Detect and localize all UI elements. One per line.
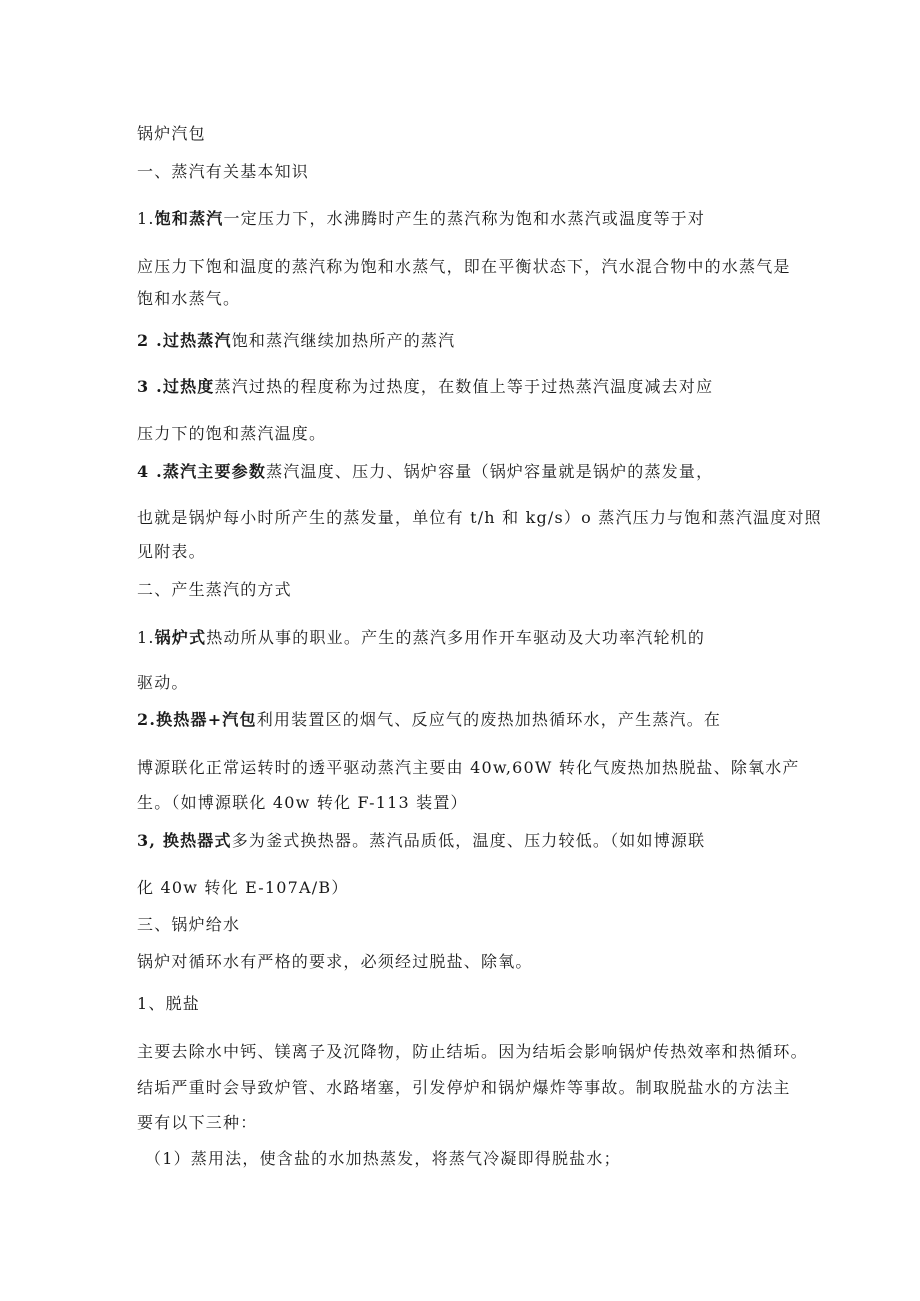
s1-para-1-line-2: 应压力下饱和温度的蒸汽称为饱和水蒸气，即在平衡状态下，汽水混合物中的水蒸气是 — [137, 257, 791, 276]
s3-para-line-3: 要有以下三种： — [137, 1113, 258, 1132]
s1-p2-number: 2 — [137, 331, 150, 350]
s2-p1-term: 锅炉式 — [154, 628, 207, 647]
s2-p2-text: 利用装置区的烟气、反应气的废热加热循环水，产生蒸汽。在 — [256, 710, 722, 729]
s1-para-4-line-3: 见附表。 — [137, 542, 206, 561]
s1-para-3-line-1 — [137, 377, 713, 397]
doc-title: 锅炉汽包 — [137, 124, 206, 143]
s1-p4-text: 蒸汽温度、压力、锅炉容量（锅炉容量就是锅炉的蒸发量， — [266, 462, 714, 481]
s1-p3-text: 蒸汽过热的程度称为过热度，在数值上等于过热蒸汽温度减去对应 — [214, 377, 714, 396]
s1-p2-term: .过热蒸汽 — [149, 331, 232, 350]
s2-p1-number: 1. — [137, 628, 155, 647]
s1-p4-term: .蒸汽主要参数 — [149, 462, 267, 481]
s2-para-2-line-1 — [137, 710, 721, 730]
s1-para-4-line-2: 也就是锅炉每小时所产生的蒸发量，单位有 t/h 和 kg/s）o 蒸汽压力与饱和蒸汽温度对照 — [137, 508, 822, 527]
s2-p3-text: 多为釜式换热器。蒸汽品质低，温度、压力较低。（如如博源联 — [231, 831, 706, 850]
s1-para-1-line-3: 饱和水蒸气。 — [137, 289, 241, 308]
s2-para-3-line-2: 化 40w 转化 E-107A/B） — [137, 878, 349, 897]
section-3-heading: 三、锅炉给水 — [137, 915, 241, 934]
s3-para-line-2: 结垢严重时会导致炉管、水路堵塞，引发停炉和锅炉爆炸等事故。制取脱盐水的方法主 — [137, 1078, 791, 1097]
section-2-heading: 二、产生蒸汽的方式 — [137, 580, 292, 599]
s1-p2-text: 饱和蒸汽继续加热所产的蒸汽 — [231, 331, 456, 350]
s2-para-1-line-2: 驱动。 — [137, 673, 189, 692]
s3-para-line-1: 主要去除水中钙、镁离子及沉降物，防止结垢。因为结垢会影响锅炉传热效率和热循环。 — [137, 1042, 808, 1061]
s3-subheading-1: 1、脱盐 — [137, 994, 200, 1013]
s1-p1-text: 一定压力下，水沸腾时产生的蒸汽称为饱和水蒸汽或温度等于对 — [223, 209, 706, 228]
s2-para-2-line-3: 生。（如博源联化 40w 转化 F-113 装置） — [137, 793, 468, 812]
s1-p1-term: 饱和蒸汽 — [154, 209, 224, 228]
s2-para-3-line-1 — [137, 831, 705, 851]
s2-para-1-line-1 — [137, 628, 705, 648]
s1-p4-number: 4 — [137, 462, 150, 481]
s2-para-2-line-2: 博源联化正常运转时的透平驱动蒸汽主要由 40w,60W 转化气废热加热脱盐、除氧水产 — [137, 758, 800, 777]
s1-p3-term: .过热度 — [149, 377, 215, 396]
s3-list-item-1: （1）蒸用法，使含盐的水加热蒸发，将蒸气冷凝即得脱盐水； — [145, 1149, 621, 1168]
s2-p2-term: 2.换热器+汽包 — [137, 710, 257, 729]
s1-para-3-line-2: 压力下的饱和蒸汽温度。 — [137, 424, 327, 443]
s3-intro: 锅炉对循环水有严格的要求，必须经过脱盐、除氧。 — [137, 952, 533, 971]
s1-para-2 — [137, 331, 455, 351]
s1-para-1-line-1 — [137, 209, 705, 229]
s1-p3-number: 3 — [137, 377, 150, 396]
s1-p1-number: 1. — [137, 209, 155, 228]
s1-para-4-line-1 — [137, 462, 713, 482]
s2-p3-term: 3, 换热器式 — [137, 831, 232, 850]
s2-p1-text: 热动所从事的职业。产生的蒸汽多用作开车驱动及大功率汽轮机的 — [206, 628, 706, 647]
section-1-heading: 一、蒸汽有关基本知识 — [137, 162, 310, 181]
